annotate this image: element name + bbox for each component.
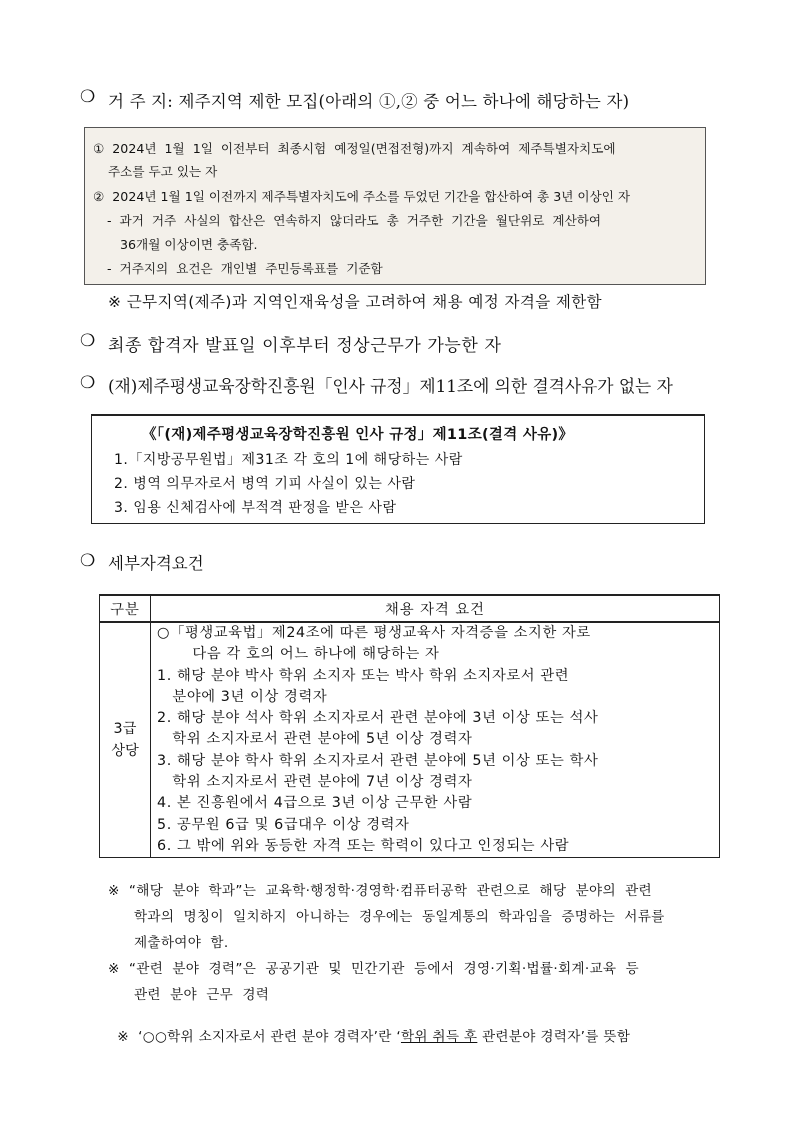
requirement-line: 6. 그 밖에 위와 동등한 자격 또는 학력이 있다고 인정되는 사람 <box>157 837 570 854</box>
box-line: ① 2024년 1월 1일 이전부터 최종시험 예정일(면접전형)까지 계속하여 제주특별자치도에 <box>93 141 616 156</box>
table-header-row <box>100 595 720 622</box>
table-row <box>100 622 720 858</box>
work-start-condition: 최종 합격자 발표일 이후부터 정상근무가 가능한 자 <box>108 336 502 356</box>
requirements-cell <box>151 622 720 858</box>
requirement-line: 5. 공무원 6급 및 6급대우 이상 경력자 <box>157 816 410 833</box>
residence-title: 거 주 지: 제주지역 제한 모집(아래의 ①,② 중 어느 하나에 해당하는 자) <box>108 92 630 111</box>
footnote-underlined-text: 학위 취득 후 <box>400 1029 478 1045</box>
box-line: 주소를 두고 있는 자 <box>108 164 218 179</box>
header-requirements: 채용 자격 요건 <box>151 595 720 622</box>
disqualification-box-title: 《「(재)제주평생교육장학진흥원 인사 규정」제11조(결격 사유)》 <box>142 427 574 443</box>
footnote-text: 관련분야 경력자’를 뜻함 <box>477 1029 631 1045</box>
box-line: ② 2024년 1월 1일 이전까지 제주특별자치도에 주소를 두었던 기간을 합산하여 총 3년 이상인 자 <box>93 189 631 204</box>
box-line: 36개월 이상이면 충족함. <box>120 237 258 252</box>
bullet-icon: ❍ <box>80 373 96 393</box>
requirement-line: 1. 해당 분야 박사 학위 소지자 또는 박사 학위 소지자로서 관련 <box>157 667 570 684</box>
requirement-line: 학위 소지자로서 관련 분야에 5년 이상 경력자 <box>157 731 473 748</box>
residence-condition-box <box>84 127 706 285</box>
requirement-line: 분야에 3년 이상 경력자 <box>157 688 328 705</box>
footnote-line: 관련 분야 근무 경력 <box>134 987 270 1003</box>
footnote-line: ※ “관련 분야 경력”은 공공기관 및 민간기관 등에서 경영·기획·법률·회계·교육 등 <box>108 961 639 977</box>
footnote-text: ※ ‘○○학위 소지자로서 관련 분야 경력자’란 ‘ <box>117 1029 401 1045</box>
requirement-line: 3. 해당 분야 학사 학위 소지자로서 관련 분야에 5년 이상 또는 학사 <box>157 752 599 769</box>
requirement-line: 4. 본 진흥원에서 4급으로 3년 이상 근무한 사람 <box>157 795 473 812</box>
box-line: - 과거 거주 사실의 합산은 연속하지 않더라도 총 거주한 기간을 월단위로 계산하여 <box>107 213 602 228</box>
disqualification-item: 2. 병역 의무자로서 병역 기피 사실이 있는 사람 <box>114 476 416 492</box>
box-line: - 거주지의 요건은 개인별 주민등록표를 기준함 <box>107 261 383 276</box>
requirement-line: 다음 각 호의 어느 하나에 해당하는 자 <box>177 646 440 663</box>
disqualification-item: 1.「지방공무원법」제31조 각 호의 1에 해당하는 사람 <box>114 452 463 468</box>
detail-title: 세부자격요건 <box>108 554 204 573</box>
grade-line: 상당 <box>111 743 139 760</box>
footnote-last <box>108 1009 630 1045</box>
header-grade: 구분 <box>100 595 151 622</box>
disqualification-item: 3. 임용 신체검사에 부적격 판정을 받은 사람 <box>114 500 397 516</box>
requirement-line: 2. 해당 분야 석사 학위 소지자로서 관련 분야에 3년 이상 또는 석사 <box>157 710 599 727</box>
requirement-line: ○「평생교육법」제24조에 따른 평생교육사 자격증을 소지한 자로 <box>157 625 591 641</box>
residence-note: ※ 근무지역(제주)과 지역인재육성을 고려하여 채용 예정 자격을 제한함 <box>108 293 603 311</box>
disqualification-box <box>91 414 705 524</box>
grade-line: 3급 <box>113 721 137 738</box>
footnote-line: ※ “해당 분야 학과”는 교육학·행정학·경영학·컴퓨터공학 관련으로 해당 분야의 관련 <box>108 883 652 899</box>
bullet-icon: ❍ <box>80 551 96 571</box>
grade-cell <box>100 622 151 858</box>
bullet-icon: ❍ <box>80 87 96 107</box>
footnote-line: 제출하여야 함. <box>134 935 229 951</box>
disqualification-condition: (재)제주평생교육장학진흥원「인사 규정」제11조에 의한 결격사유가 없는 자 <box>108 376 673 396</box>
footnote-line: 학과의 명칭이 일치하지 아니하는 경우에는 동일계통의 학과임을 증명하는 서류를 <box>134 909 665 925</box>
requirements-table <box>99 594 720 858</box>
bullet-icon: ❍ <box>80 331 96 351</box>
requirement-line: 학위 소지자로서 관련 분야에 7년 이상 경력자 <box>157 774 473 791</box>
